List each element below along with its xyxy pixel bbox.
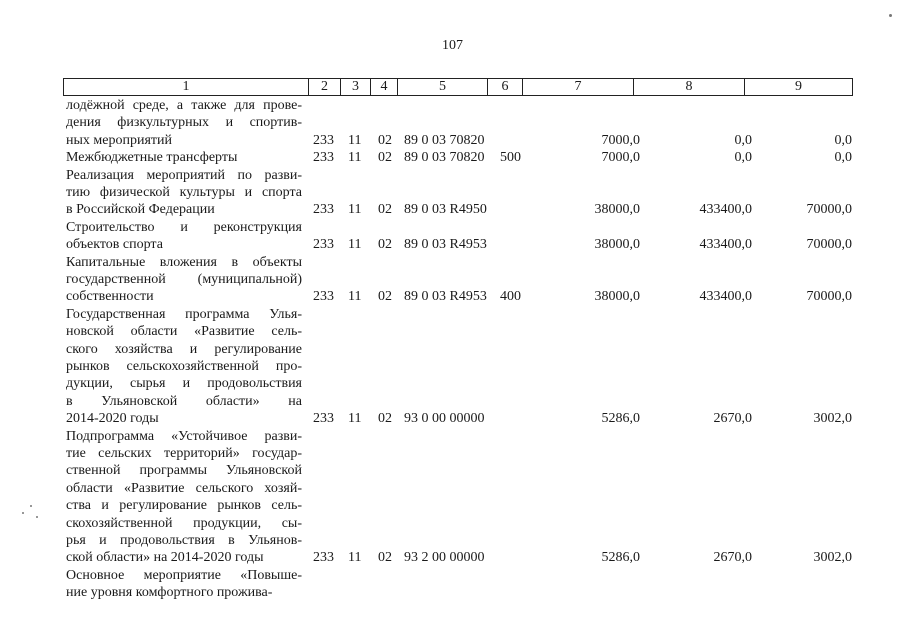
cell-col-4: 02 (378, 237, 392, 253)
cell-col-3: 11 (348, 202, 362, 218)
cell-col-2: 233 (313, 202, 334, 218)
cell-col-5: 89 0 03 70820 (404, 132, 485, 148)
column-header-7: 7 (523, 79, 634, 96)
cell-col-7: 5286,0 (601, 550, 640, 566)
cell-col-2: 233 (313, 550, 334, 566)
row-description-line: Капитальные вложения в объекты (66, 254, 302, 270)
column-header-8: 8 (634, 79, 745, 96)
column-header-3: 3 (341, 79, 371, 96)
column-header-table (63, 78, 853, 96)
column-header-1: 1 (64, 79, 309, 96)
cell-col-9: 70000,0 (806, 202, 852, 218)
cell-col-9: 70000,0 (806, 237, 852, 253)
cell-col-8: 433400,0 (699, 237, 752, 253)
cell-col-2: 233 (313, 132, 334, 148)
row-description-line: Строительство и реконструкция (66, 219, 302, 235)
row-description-line: ства и регулирование рынков сель- (66, 498, 302, 514)
row-description-line: новской области «Развитие сель- (66, 324, 302, 340)
cell-col-4: 02 (378, 132, 392, 148)
cell-col-7: 7000,0 (601, 132, 640, 148)
row-description-line: скохозяйственной продукции, сы- (66, 515, 302, 531)
column-header-2: 2 (309, 79, 341, 96)
cell-col-2: 233 (313, 150, 334, 166)
cell-col-2: 233 (313, 411, 334, 427)
page-number: 107 (442, 38, 463, 53)
row-description-line: Реализация мероприятий по разви- (66, 167, 302, 183)
cell-col-7: 5286,0 (601, 411, 640, 427)
table-row (0, 306, 905, 428)
scan-speck (30, 505, 32, 507)
row-description-line: ского хозяйства и регулирование (66, 341, 302, 357)
cell-col-4: 02 (378, 150, 392, 166)
cell-col-7: 38000,0 (594, 237, 640, 253)
row-description-line: тию физической культуры и спорта (66, 184, 302, 200)
cell-col-5: 89 0 03 R4953 (404, 289, 487, 305)
row-description (66, 567, 302, 602)
cell-col-3: 11 (348, 289, 362, 305)
row-description-line: ние уровня комфортного прожива- (66, 585, 273, 601)
row-description-line: Государственная программа Улья- (66, 306, 302, 322)
cell-col-5: 93 2 00 00000 (404, 550, 485, 566)
cell-col-9: 0,0 (834, 132, 852, 148)
table-row (0, 254, 905, 306)
row-description-line: тие сельских территорий» государ- (66, 445, 302, 461)
cell-col-5: 93 0 00 00000 (404, 411, 485, 427)
row-description-line: ской области» на 2014-2020 годы (66, 550, 264, 566)
row-description-line: в Российской Федерации (66, 202, 215, 218)
scan-speck (22, 512, 24, 514)
cell-col-3: 11 (348, 132, 362, 148)
cell-col-8: 2670,0 (713, 411, 752, 427)
cell-col-9: 0,0 (834, 150, 852, 166)
row-description (66, 167, 302, 219)
cell-col-9: 3002,0 (813, 411, 852, 427)
cell-col-7: 7000,0 (601, 150, 640, 166)
cell-col-3: 11 (348, 237, 362, 253)
row-description-line: ственной программы Ульяновской (66, 463, 302, 479)
row-description-line: лодёжной среде, а также для прове- (66, 98, 302, 113)
row-description-line: дукции, сырья и продовольствия (66, 376, 302, 392)
cell-col-7: 38000,0 (594, 202, 640, 218)
cell-col-8: 433400,0 (699, 289, 752, 305)
cell-col-3: 11 (348, 550, 362, 566)
table-row (0, 219, 905, 254)
row-description-line: Межбюджетные трансферты (66, 150, 238, 166)
table-row (0, 167, 905, 219)
row-description-line: рынков сельскохозяйственной про- (66, 358, 302, 374)
row-description-line: собственности (66, 289, 154, 305)
column-header-5: 5 (398, 79, 488, 96)
row-description-line: в Ульяновской области» на (66, 393, 302, 409)
cell-col-8: 2670,0 (713, 550, 752, 566)
row-description-line: области «Развитие сельского хозяй- (66, 480, 302, 496)
row-description-line: объектов спорта (66, 237, 163, 253)
cell-col-4: 02 (378, 289, 392, 305)
cell-col-2: 233 (313, 237, 334, 253)
scan-speck (889, 14, 892, 17)
cell-col-4: 02 (378, 550, 392, 566)
cell-col-7: 38000,0 (594, 289, 640, 305)
cell-col-3: 11 (348, 411, 362, 427)
cell-col-9: 70000,0 (806, 289, 852, 305)
table-row (0, 149, 905, 166)
row-description-line: Основное мероприятие «Повыше- (66, 567, 302, 583)
row-description (66, 149, 302, 166)
cell-col-8: 0,0 (734, 150, 752, 166)
budget-table-body (0, 97, 905, 602)
scan-speck (36, 516, 38, 518)
column-header-4: 4 (371, 79, 398, 96)
row-description (66, 97, 302, 149)
table-row (0, 428, 905, 567)
cell-col-6: 500 (500, 150, 521, 166)
cell-col-5: 89 0 03 R4950 (404, 202, 487, 218)
column-header-9: 9 (745, 79, 853, 96)
cell-col-4: 02 (378, 202, 392, 218)
cell-col-6: 400 (500, 289, 521, 305)
row-description (66, 254, 302, 306)
row-description-line: Подпрограмма «Устойчивое разви- (66, 428, 302, 444)
row-description-line: 2014-2020 годы (66, 411, 159, 427)
cell-col-5: 89 0 03 70820 (404, 150, 485, 166)
cell-col-9: 3002,0 (813, 550, 852, 566)
cell-col-2: 233 (313, 289, 334, 305)
row-description-line: ных мероприятий (66, 132, 172, 148)
row-description-line: дения физкультурных и спортив- (66, 115, 302, 131)
row-description (66, 428, 302, 567)
table-row (0, 567, 905, 602)
table-row (0, 97, 905, 149)
cell-col-4: 02 (378, 411, 392, 427)
row-description (66, 306, 302, 428)
cell-col-8: 433400,0 (699, 202, 752, 218)
row-description-line: рья и продовольствия в Ульянов- (66, 532, 302, 548)
row-description-line: государственной (муниципальной) (66, 271, 302, 287)
column-header-6: 6 (488, 79, 523, 96)
cell-col-3: 11 (348, 150, 362, 166)
cell-col-5: 89 0 03 R4953 (404, 237, 487, 253)
row-description (66, 219, 302, 254)
cell-col-8: 0,0 (734, 132, 752, 148)
